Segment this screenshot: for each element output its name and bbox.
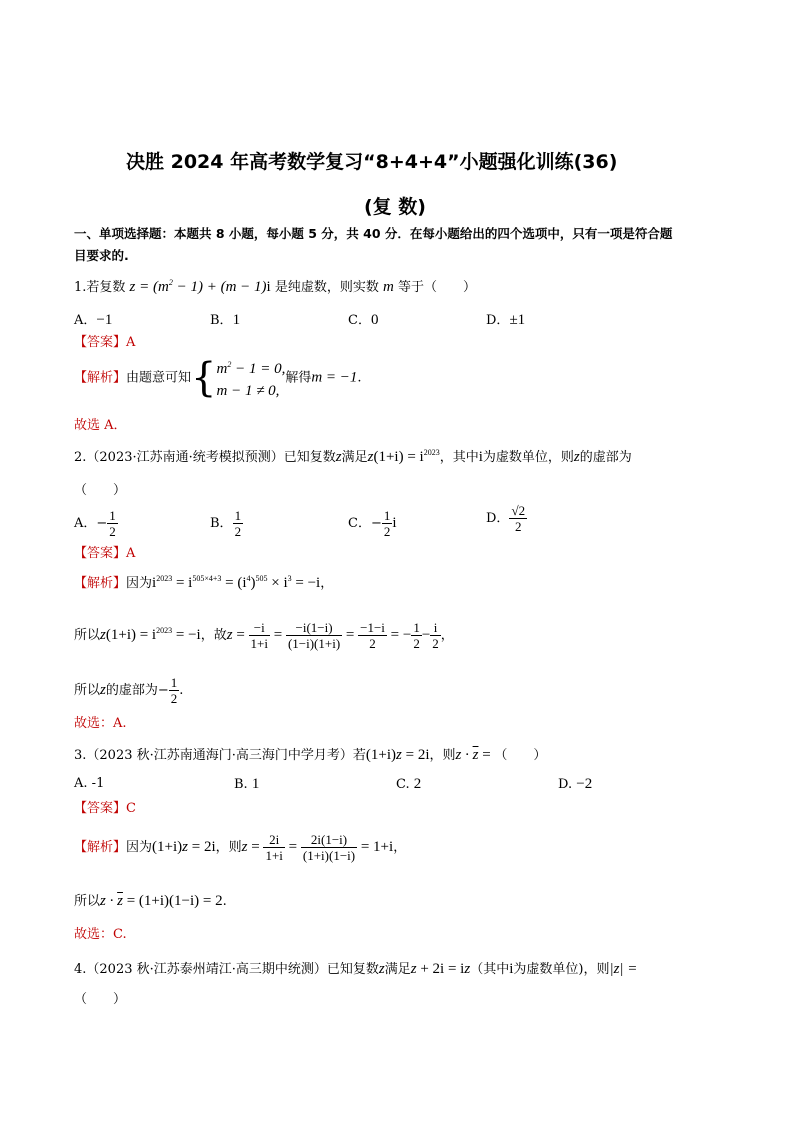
q1-option-c: C．0 (348, 312, 379, 328)
q1-answer: 【答案】A (74, 335, 136, 350)
page-title: 决胜 2024 年高考数学复习“8+4+4”小题强化训练(36) (126, 151, 618, 173)
q1-stem-suffix: 等于（ ） (397, 280, 476, 295)
q2-option-a: A．− $\frac{1}{2}$ (74, 508, 116, 539)
q1-stem (74, 276, 476, 296)
q2-answer: 【答案】A (74, 546, 136, 561)
q3-analysis-line1: 【解析】因为(1+i)z = 2i，则z = $\frac{2i}{1+i}$ = $\frac{2i(1-i)}{(1+i)(1-i)}$ = 1+i， (74, 832, 407, 863)
q3-conclusion: 故选：C. (74, 927, 127, 942)
q2-analysis-line2: 所以$z(1+i) = i^{2023} = -i$，故z = $\frac{-i}{1+i}$ = $\frac{-i(1-i)}{(1-i)(1+i)}$ = $\frac{-1-i}{2}$ = − $\frac{1}{2}$ − $\frac{i}{2}$ ， (74, 620, 454, 651)
q1-analysis: 【解析】由题意可知{$m^2 - 1 = 0$, m − 1 ≠ 0,解得m = −1. (74, 355, 362, 401)
q2-stem: 2.（2023·江苏南通·统考模拟预测）已知复数z满足$z(1+i) = i^{2023}$，其中i为虚数单位，则z的虚部为 (74, 448, 632, 465)
section-heading-line2: 目要求的. (74, 248, 129, 263)
q3-stem: 3.（2023 秋·江苏南通海门·高三海门中学月考）若(1+i)z = 2i，则$z \cdot \overline{z}$ = （ ） (74, 747, 547, 763)
q2-option-b: B． $\frac{1}{2}$ (210, 508, 242, 539)
q1-conclusion: 故选 A． (74, 418, 127, 433)
q2-conclusion: 故选：A. (74, 716, 127, 731)
q1-analysis-solve: 解得 (285, 370, 312, 386)
q2-option-d: D． $\frac{√2}{2}$ (486, 503, 526, 534)
q2-option-c: C．− $\frac{1}{2}$ i (348, 508, 397, 539)
q1-stem-prefix: 1.若复数 (74, 280, 126, 295)
q2-analysis-line3: 所以z的虚部为− $\frac{1}{2}$ . (74, 675, 184, 706)
q1-analysis-tag: 【解析】 (74, 370, 127, 386)
page-subtitle: (复 数) (364, 196, 426, 218)
q3-option-c: C. 2 (396, 776, 422, 792)
q2-paren: （ ） (74, 483, 127, 498)
q2-formula: z (367, 449, 374, 465)
q3-answer: 【答案】C (74, 801, 136, 816)
q1-option-a: A．−1 (74, 312, 113, 328)
q1-variable-m: m (383, 279, 394, 295)
q1-analysis-result: m = −1 (311, 369, 358, 386)
q1-option-d: D．±1 (486, 312, 526, 328)
q3-option-d: D. −2 (558, 776, 593, 792)
q1-stem-middle: 是纯虚数，则实数 (274, 280, 379, 295)
q3-analysis-line2: 所以$z \cdot \overline{z} = (1+i)(1-i) = 2$. (74, 893, 227, 909)
section-heading-line1: 一、单项选择题：本题共 8 小题，每小题 5 分，共 40 分．在每小题给出的四个选项中，只有一项是符合题 (74, 226, 673, 241)
q4-stem: 4.（2023 秋·江苏泰州靖江·高三期中统测）已知复数z满足z + 2i = iz（其中i为虚数单位)，则|z| = (74, 961, 638, 977)
q4-paren: （ ） (74, 992, 127, 1007)
q1-option-b: B．1 (210, 312, 241, 328)
q3-option-a: A. -1 (74, 776, 105, 791)
q1-analysis-text: 由题意可知 (126, 370, 192, 386)
q1-formula: $z = (m^2 - 1) + (m - 1)i$ (129, 278, 271, 295)
q2-analysis-line1: 【解析】因为$i^{2023} = i^{505\times 4+3} = (i^4)^{505} \times i^3 = -i$， (74, 574, 334, 591)
q1-equation-system: $m^2 - 1 = 0$, m − 1 ≠ 0, (216, 360, 286, 399)
q1-system-brace: { (191, 355, 217, 401)
q3-option-b: B. 1 (234, 776, 260, 792)
